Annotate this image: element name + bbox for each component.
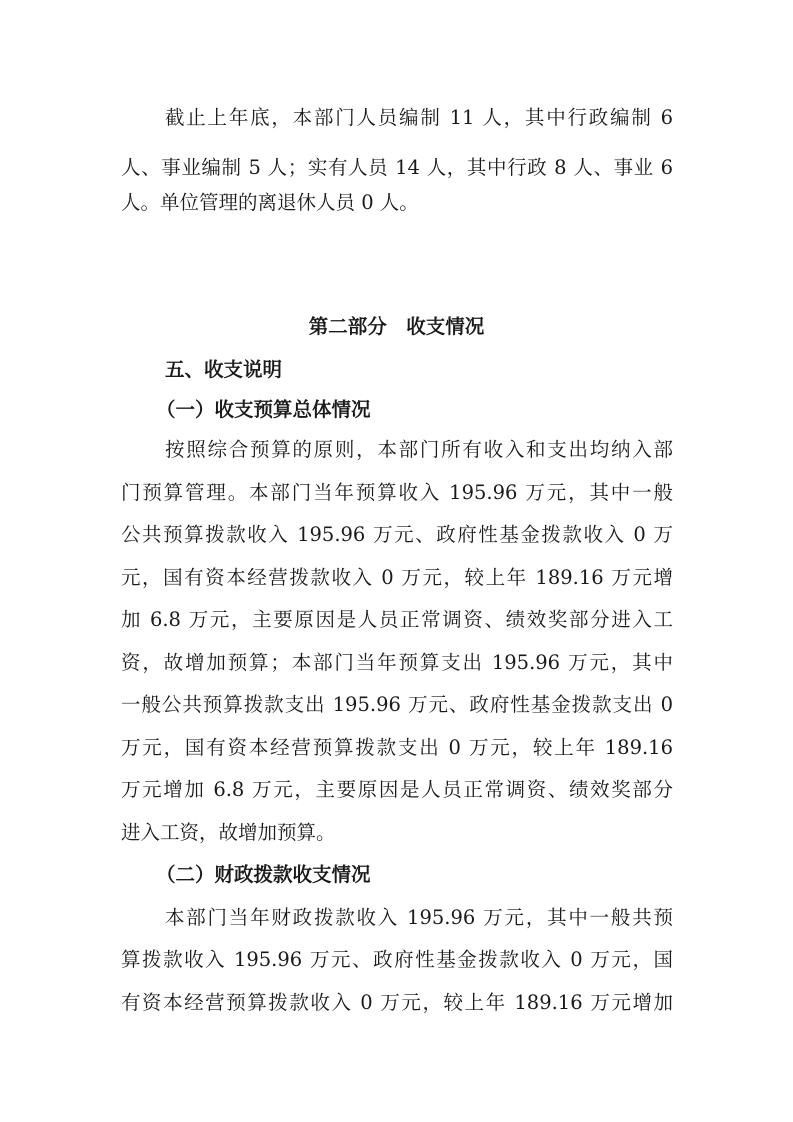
para-two-line-2: 算拨款收入 195.96 万元、政府性基金拨款收入 0 万元，国 (121, 948, 673, 971)
para-two-line-3: 有资本经营预算拨款收入 0 万元，较上年 189.16 万元增加 (121, 991, 673, 1014)
para-one-line-8: 万元，国有资本经营预算拨款支出 0 万元，较上年 189.16 (121, 736, 673, 759)
intro-line-1: 截止上年底，本部门人员编制 11 人，其中行政编制 6 (165, 106, 673, 129)
para-one-line-4: 元，国有资本经营拨款收入 0 万元，较上年 189.16 万元增 (121, 566, 673, 589)
part-title: 第二部分 收支情况 (308, 315, 485, 338)
para-one-line-5: 加 6.8 万元，主要原因是人员正常调资、绩效奖部分进入工 (121, 608, 673, 631)
para-one-line-9: 万元增加 6.8 万元，主要原因是人员正常调资、绩效奖部分 (121, 778, 673, 801)
para-one-line-1: 按照综合预算的原则，本部门所有收入和支出均纳入部 (165, 438, 673, 461)
para-one-line-7: 一般公共预算拨款支出 195.96 万元、政府性基金拨款支出 0 (121, 693, 673, 716)
intro-line-3: 人。单位管理的离退休人员 0 人。 (121, 191, 419, 214)
para-one-line-6: 资，故增加预算；本部门当年预算支出 195.96 万元，其中 (121, 651, 673, 674)
para-one-line-3: 公共预算拨款收入 195.96 万元、政府性基金拨款收入 0 万 (121, 523, 673, 546)
para-two-line-1: 本部门当年财政拨款收入 195.96 万元，其中一般共预 (165, 906, 673, 929)
intro-line-2: 人、事业编制 5 人；实有人员 14 人，其中行政 8 人、事业 6 (121, 156, 673, 179)
subsection-heading-one: （一）收支预算总体情况 (156, 398, 371, 421)
section-heading-five: 五、收支说明 (165, 358, 283, 381)
para-one-line-2: 门预算管理。本部门当年预算收入 195.96 万元，其中一般 (121, 481, 673, 504)
para-one-line-10: 进入工资，故增加预算。 (121, 821, 336, 844)
subsection-heading-two: （二）财政拨款收支情况 (156, 863, 371, 886)
